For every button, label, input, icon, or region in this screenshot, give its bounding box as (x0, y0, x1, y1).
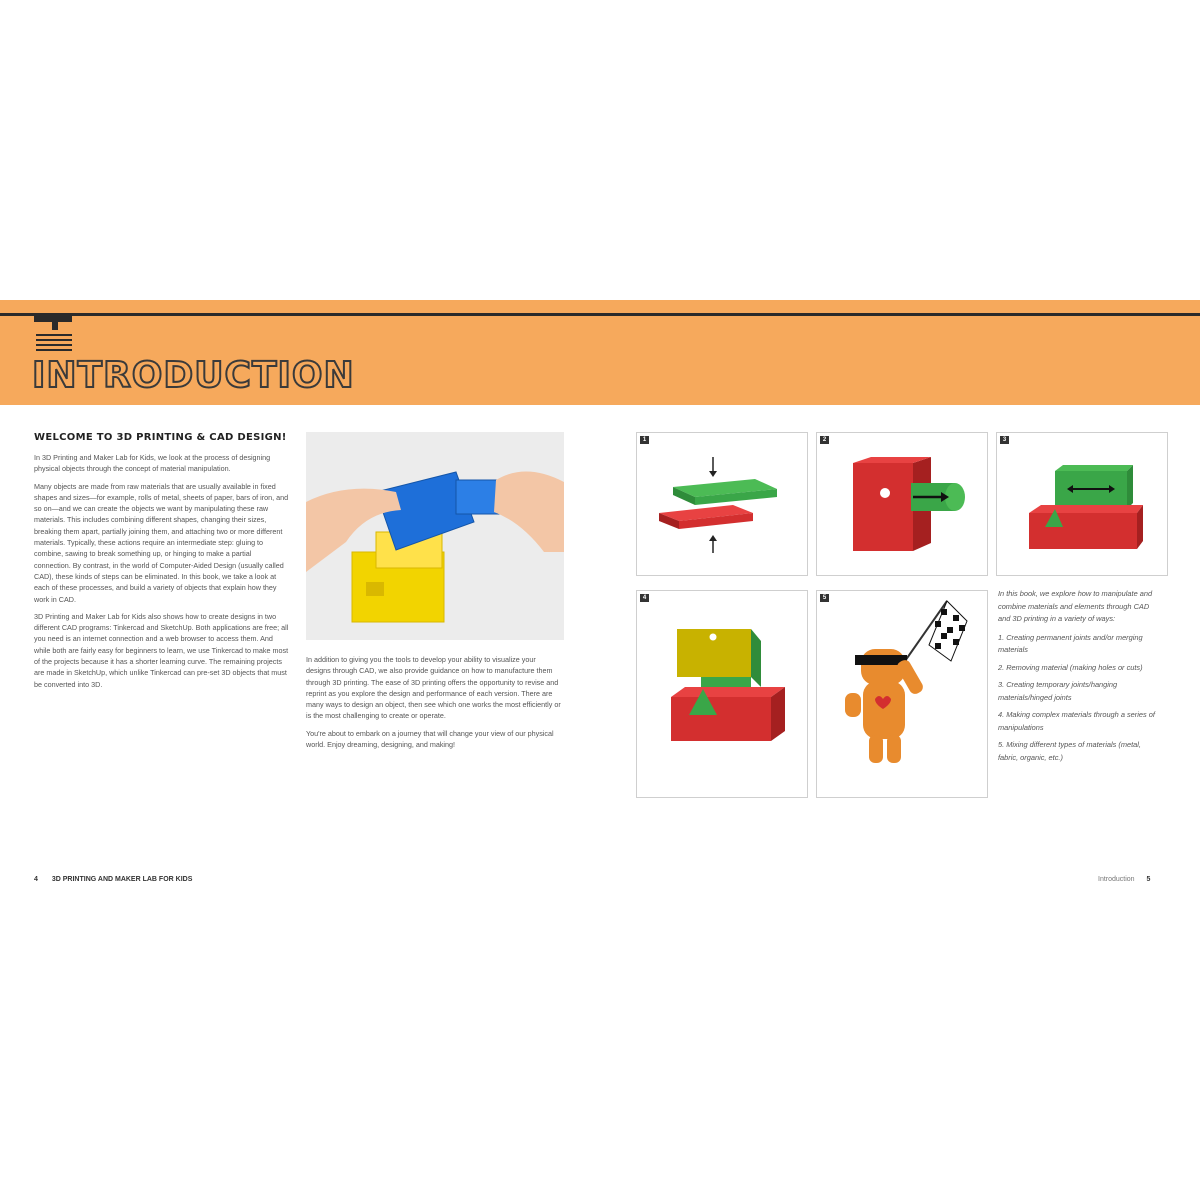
paragraph: Many objects are made from raw materials that are usually available in fixed shapes and sizes—for example, rolls of metal, sheets of paper, bars of iron, and so on—and we can create the objects we want by manipulating these raw materials. This includes combining different shapes, changing their sizes, breaking them apart, partially joining them, and attaching two or more different materials. Typically, these actions require an intermediate step: gluing to combine, sawing to break something up, or hinging to make a partial connection. By contrast, in the world of Computer-Aided Design (usually called CAD), these kinds of steps can be eliminated. In this book, we take a look at each of these processes, and build a variety of objects that explain how they work in CAD. (34, 481, 289, 604)
illustration-panel-1 (636, 432, 808, 576)
middle-column-text (306, 654, 562, 756)
paragraph: 3D Printing and Maker Lab for Kids also shows how to create designs in two different CAD programs: Tinkercad and SketchUp. Both applications are free; all you need is an internet connection and a web browser to access them. And while both are fairly easy for beginners to learn, we use Tinkercad to make most of the projects because it has a shorter learning curve. The remaining projects are made in SketchUp, which unlike Tinkercad can pre-set 3D objects that must be converted into 3D. (34, 611, 289, 689)
robot-flag-illustration (817, 591, 987, 797)
illustration-panel-5 (816, 590, 988, 798)
book-title: 3D PRINTING AND MAKER LAB FOR KIDS (51, 876, 193, 883)
left-column-text (34, 452, 290, 696)
list-item: 3. Creating temporary joints/hanging materials/hinged joints (998, 680, 1118, 702)
panel-number: 4 (640, 594, 649, 602)
panel-number: 5 (820, 594, 829, 602)
section-name: Introduction (1098, 876, 1135, 883)
panel-number: 3 (1000, 436, 1009, 444)
paragraph: In 3D Printing and Maker Lab for Kids, we look at the process of designing physical objects through the concept of material manipulation. (34, 453, 271, 474)
illustration-panel-2 (816, 432, 988, 576)
combine-slabs-illustration (637, 433, 807, 575)
panel-number: 2 (820, 436, 829, 444)
chapter-title: INTRODUCTION (32, 355, 355, 396)
paragraph: In addition to giving you the tools to develop your ability to visualize your designs through CAD, we also provide guidance on how to manufacture them through 3D printing. The ease of 3D printing offers the opportunity to revise and reprint as you explore the design and performance of each version. There are many ways to design an object, then see which one works the most efficiently or is the most challenging to create or operate. (306, 655, 561, 721)
printer-logo-icon (34, 308, 74, 352)
banner-rule (0, 313, 1200, 316)
chapter-banner (0, 300, 1200, 405)
cylinder-block-illustration (817, 433, 987, 575)
page-number: 5 (1146, 876, 1151, 883)
list-item: 2. Removing material (making holes or cuts) (998, 662, 1143, 672)
right-footer (1098, 876, 1150, 883)
list-item: 5. Mixing different types of materials (metal, fabric, organic, etc.) (998, 740, 1141, 762)
hands-building-photo (306, 432, 564, 640)
section-heading: WELCOME TO 3D PRINTING & CAD DESIGN! (34, 432, 287, 443)
illustration-panel-4 (636, 590, 808, 798)
stacked-blocks-illustration (997, 433, 1167, 575)
page-number: 4 (34, 876, 38, 883)
manipulation-list (998, 588, 1158, 769)
list-item: 1. Creating permanent joints and/or merging materials (998, 632, 1143, 654)
paragraph: You're about to embark on a journey that will change your view of our physical world. Enjoy dreaming, designing, and making! (306, 728, 554, 750)
panel-number: 1 (640, 436, 649, 444)
left-footer (34, 876, 192, 883)
illustration-panel-3 (996, 432, 1168, 576)
list-item: 4. Making complex materials through a series of manipulations (998, 710, 1155, 732)
stacked-hole-illustration (637, 591, 807, 797)
list-intro: In this book, we explore how to manipulate and combine materials and elements through CAD and 3D printing in a variety of ways: (998, 589, 1153, 623)
